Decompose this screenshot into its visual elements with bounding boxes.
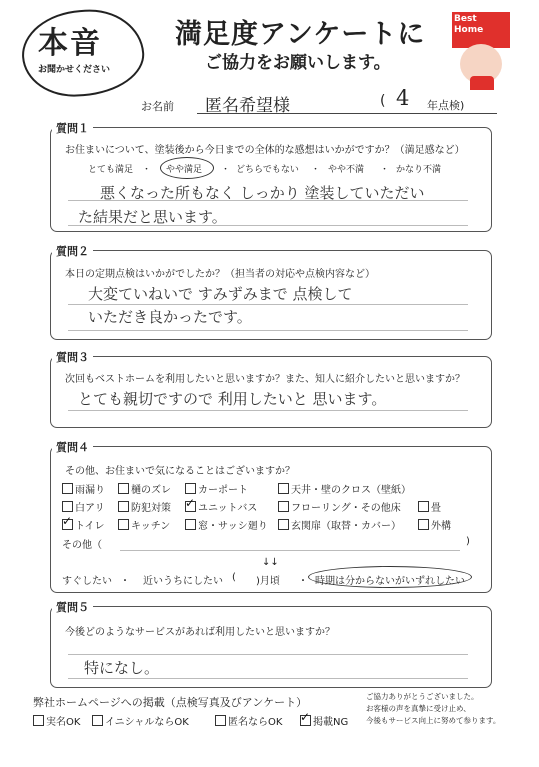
concern-checkbox-windows[interactable] — [185, 517, 268, 532]
checkbox-icon[interactable] — [62, 501, 73, 512]
inspection-years-suffix: 年点検) — [427, 99, 465, 112]
checkbox-label: 外構 — [431, 521, 451, 532]
checkbox-icon[interactable] — [62, 483, 73, 494]
checkbox-checked-icon[interactable] — [300, 715, 311, 726]
website-posting-heading: 弊社ホームページへの掲載（点検写真及びアンケート） — [33, 696, 308, 709]
posting-option-initials[interactable] — [92, 713, 189, 728]
bullet-separator: ・ — [311, 165, 321, 175]
checkbox-icon[interactable] — [118, 501, 129, 512]
concern-checkbox-toilet[interactable] — [62, 517, 105, 532]
checkbox-label: 雨漏り — [75, 485, 105, 496]
thanks-note-line-3: 今後もサービス向上に努めて参ります。 — [366, 716, 501, 725]
checkbox-label: 白アリ — [75, 503, 105, 514]
q1-option-very-dissatisfied[interactable]: かなり不満 — [396, 165, 442, 175]
posting-option-real-name[interactable] — [33, 713, 80, 728]
answer-rule — [68, 330, 468, 331]
answer-rule — [68, 304, 468, 305]
question-2-label: 質問２ — [52, 243, 93, 259]
page-title: 満足度アンケートに — [175, 19, 426, 50]
checkbox-icon[interactable] — [418, 519, 429, 530]
name-underline — [197, 113, 497, 114]
answer-rule — [68, 678, 468, 679]
answer-rule — [68, 654, 468, 655]
other-close-paren: ) — [466, 536, 470, 547]
timing-month-open: ( — [232, 572, 236, 583]
checkbox-label: キッチン — [131, 521, 171, 532]
concern-checkbox-termites[interactable] — [62, 499, 105, 514]
checkbox-label: 天井・壁のクロス（壁紙） — [291, 485, 411, 496]
q1-answer-line-2: た結果だと思います。 — [78, 208, 227, 226]
question-4-label: 質問４ — [52, 439, 93, 455]
bullet-separator: ・ — [221, 165, 231, 175]
question-1-text: お住まいについて、塗装後から今日までの全体的な感想はいかがですか？（満足感など） — [65, 145, 465, 156]
thanks-note-line-2: お客様の声を真摯に受け止め、 — [366, 704, 471, 713]
q5-answer-line-1: 特になし。 — [84, 659, 160, 677]
q1-option-neutral[interactable]: どちらでもない — [236, 165, 299, 175]
bullet-separator: ・ — [120, 576, 130, 587]
checkbox-label: ユニットバス — [198, 503, 258, 514]
name-label: お名前 — [141, 100, 174, 113]
checkbox-label: 玄関扉（取替・カバー） — [291, 521, 401, 532]
checkbox-icon[interactable] — [278, 483, 289, 494]
checkbox-label: フローリング・その他床 — [291, 503, 401, 514]
question-5-text: 今後どのようなサービスがあれば利用したいと思いますか？ — [65, 627, 335, 638]
checkbox-label: 防犯対策 — [131, 503, 171, 514]
question-2-text: 本日の定期点検はいかがでしたか？（担当者の対応や点検内容など） — [65, 269, 375, 280]
bullet-separator: ・ — [142, 165, 152, 175]
concern-checkbox-security[interactable] — [118, 499, 171, 514]
thanks-note-line-1: ご協力ありがとうございました。 — [366, 692, 479, 701]
checkbox-icon[interactable] — [418, 501, 429, 512]
question-3-label: 質問３ — [52, 349, 93, 365]
concern-checkbox-exterior[interactable] — [418, 517, 451, 532]
other-label: その他（ — [62, 540, 102, 551]
checkbox-label: トイレ — [75, 521, 105, 532]
logo-text-line-2: Home — [454, 25, 484, 35]
checkbox-checked-icon[interactable] — [62, 519, 73, 530]
mascot-body-icon — [470, 76, 494, 90]
checkbox-icon[interactable] — [33, 715, 44, 726]
checkbox-icon[interactable] — [185, 519, 196, 530]
logo-text — [454, 14, 508, 36]
question-5-label: 質問５ — [52, 599, 93, 615]
concern-checkbox-unit-bath[interactable] — [185, 499, 257, 514]
checkbox-label: イニシャルならOK — [105, 717, 189, 728]
inspection-years-value: 4 — [396, 86, 410, 110]
q2-answer-line-2: いただき良かったです。 — [88, 308, 252, 326]
checkbox-icon[interactable] — [278, 501, 289, 512]
concern-checkbox-kitchen[interactable] — [118, 517, 170, 532]
checkbox-icon[interactable] — [118, 483, 129, 494]
q1-selection-circle — [160, 157, 214, 179]
question-4-text: その他、お住まいで気になることはございますか？ — [65, 466, 295, 477]
q3-answer-line-1: とても親切ですので 利用したいと 思います。 — [78, 390, 387, 408]
timing-option-soon[interactable]: 近いうちにしたい — [143, 576, 223, 587]
years-open-paren: ( — [380, 93, 386, 109]
posting-option-ng[interactable] — [300, 713, 348, 728]
checkbox-icon[interactable] — [118, 519, 129, 530]
concern-checkbox-ceiling-wall[interactable] — [278, 481, 411, 496]
timing-selection-circle — [308, 566, 472, 588]
timing-month-suffix: )月頃 — [256, 576, 280, 587]
posting-option-anonymous[interactable] — [215, 713, 282, 728]
answer-rule — [68, 410, 468, 411]
checkbox-label: 匿名ならOK — [228, 717, 283, 728]
checkbox-label: 掲載NG — [313, 717, 349, 728]
concern-checkbox-roof-leak[interactable] — [62, 481, 105, 496]
concern-checkbox-flooring[interactable] — [278, 499, 401, 514]
checkbox-checked-icon[interactable] — [185, 501, 196, 512]
timing-option-now[interactable]: すぐしたい — [62, 576, 112, 587]
q1-answer-line-1: 悪くなった所もなく しっかり 塗装していただい — [100, 184, 425, 202]
q1-option-very-satisfied[interactable]: とても満足 — [88, 165, 134, 175]
q1-option-somewhat-satisfied[interactable]: やや満足 — [166, 165, 203, 175]
checkbox-label: 樋のズレ — [131, 485, 171, 496]
timing-arrows-icon: ↓↓ — [262, 557, 279, 568]
question-1-label: 質問１ — [52, 120, 93, 136]
concern-checkbox-gutter[interactable] — [118, 481, 171, 496]
badge-sub-text: お聞かせください — [38, 65, 111, 75]
checkbox-label: 実名OK — [46, 717, 81, 728]
other-input-line[interactable] — [120, 550, 460, 551]
concern-checkbox-carport[interactable] — [185, 481, 248, 496]
name-value: 匿名希望様 — [205, 96, 290, 116]
concern-checkbox-tatami[interactable] — [418, 499, 441, 514]
logo-text-line-1: Best — [454, 14, 477, 24]
q2-answer-line-1: 大変ていねいで すみずみまで 点検して — [88, 285, 353, 303]
checkbox-icon[interactable] — [185, 483, 196, 494]
q1-option-somewhat-dissatisfied[interactable]: やや不満 — [328, 165, 365, 175]
question-3-text: 次回もベストホームを利用したいと思いますか？また、知人に紹介したいと思いますか？ — [65, 374, 465, 385]
checkbox-label: 窓・サッシ廻り — [198, 521, 268, 532]
checkbox-label: 畳 — [431, 503, 441, 514]
page-subtitle: ご協力をお願いします。 — [205, 53, 391, 73]
checkbox-icon[interactable] — [215, 715, 226, 726]
bullet-separator: ・ — [298, 576, 308, 587]
timing-option-undecided[interactable]: 時期は分からないがいずれしたい — [315, 576, 465, 587]
badge-main-text: 本音 — [38, 26, 102, 61]
checkbox-icon[interactable] — [278, 519, 289, 530]
checkbox-icon[interactable] — [92, 715, 103, 726]
checkbox-label: カーポート — [198, 485, 248, 496]
concern-checkbox-entrance-door[interactable] — [278, 517, 401, 532]
bullet-separator: ・ — [380, 165, 390, 175]
